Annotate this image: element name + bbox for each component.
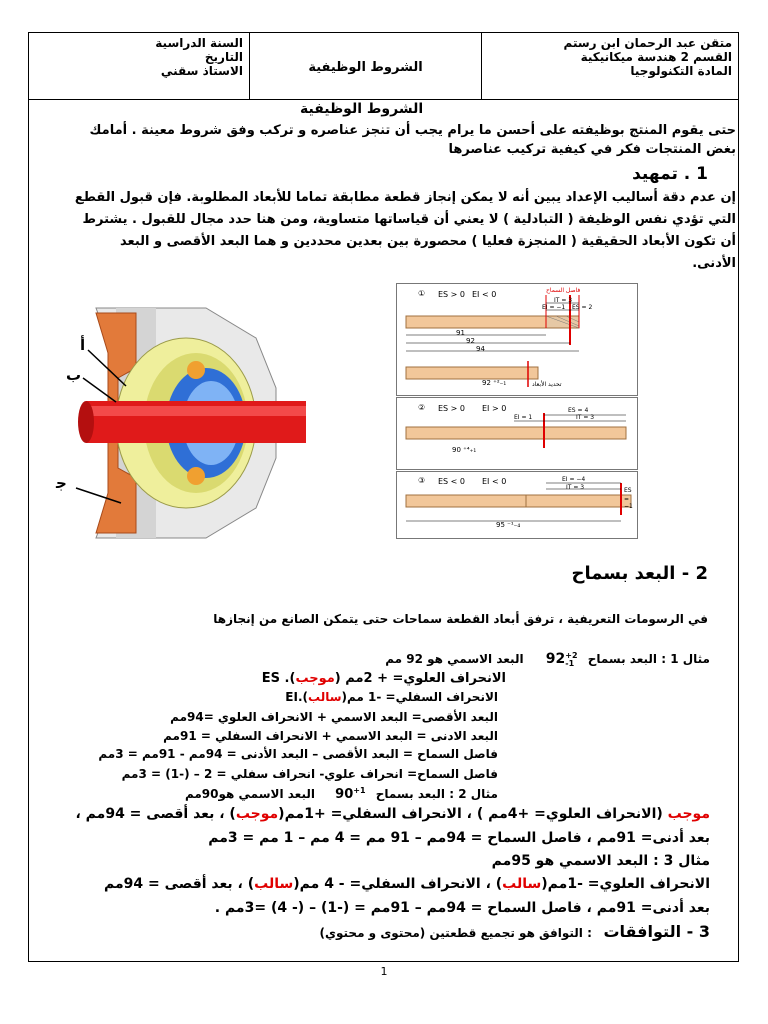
school-name: متقن عبد الرحمان ابن رستم [563, 36, 732, 50]
intro-line-1: حتى يقوم المنتج بوظيفته على أحسن ما يرام يجب أن تنجز عناصره و تركب وفق شروط معينة . أمامك [89, 123, 736, 138]
label-b: ب [66, 366, 82, 384]
p2-nominal: 90 ⁺⁴₊₁ [452, 446, 477, 454]
p3-num: ③ [418, 476, 426, 485]
header-title: الشروط الوظيفية [308, 60, 423, 75]
ex1-nominal: البعد الاسمي هو 92 مم [385, 652, 524, 666]
section1-title: 1 . تمهيد [632, 164, 708, 184]
ex1-title [385, 651, 710, 668]
p1-caption: تحديد الأبعاد [532, 381, 562, 388]
header-school-cell [481, 33, 738, 99]
section2-intro: في الرسومات التعريفية ، ترفق أبعاد القطعة سماحات حتى يتمكن الصانع من إنجازها [213, 612, 708, 626]
intro-line-2: بغض المنتجات فكر في كيفية تركيب عناصرها [448, 142, 736, 157]
p2-ei: EI > 0 [482, 404, 507, 413]
ex3-line-1: الانحراف العلوي= -1مم(سالب) ، الانحراف السفلي= - 4 مم(سالب) ، بعد أقصى = 94مم [104, 876, 710, 892]
p1-nominal: 92 ⁺²₋₁ [482, 379, 507, 387]
department: القسم 2 هندسة ميكانيكية [580, 50, 732, 64]
p2-ei-val: EI = 1 [514, 414, 533, 421]
section1-line-3: أن تكون الأبعاد الحقيقية ( المنجزة فعليا ) محصورة بين بعدين محددين و هما البعد الأقصى و البعد [120, 234, 736, 249]
header-table [29, 33, 738, 100]
p2-es-val: ES = 4 [568, 407, 589, 414]
ex1-max: البعد الأقصى= البعد الاسمي + الانحراف العلوي =94مم [170, 710, 498, 724]
section3-text: : التوافق هو تجميع قطعتين (محتوى و محتوي) [319, 926, 592, 940]
section3-title: 3 - التوافقات [603, 922, 710, 941]
p1-es: ES > 0 [438, 290, 466, 299]
p3-es-side2: = −1 [624, 496, 633, 510]
header-title-cell [249, 33, 481, 99]
ex3-line-2: بعد أدنى= 91مم ، فاصل السماح = 94مم – 91مم = (-1) – (- 4) =3مم . [214, 900, 710, 916]
teacher-label: الاستاذ سقني [160, 64, 243, 78]
subject: المادة التكنولوجيا [630, 64, 732, 78]
label-c: ﺟ [56, 474, 67, 492]
ex1-label: مثال 1 : البعد بسماح [587, 652, 710, 666]
tolerance-figure [396, 283, 638, 539]
p2-it: IT = 3 [576, 414, 595, 421]
section1-line-4: الأدنى. [692, 256, 736, 271]
p3-it: IT = 3 [566, 484, 585, 491]
ex1-tol-1: فاصل السماح = البعد الأقصى – البعد الأدنى = 94مم - 91مم = 3مم [98, 747, 498, 761]
section2-title: 2 - البعد بسماح [571, 563, 708, 584]
ex2-title: مثال 2 : البعد بسماح $90^{+1}$ البعد الاسمي هو90مم [184, 786, 498, 802]
section3 [320, 922, 710, 941]
ex2-line-1: موجب (الانحراف العلوي= +4مم ) ، الانحراف السفلي= +1مم(موجب) ، بعد أقصى = 94مم ، [75, 806, 710, 822]
ex3-title: مثال 3 : البعد الاسمي هو 95مم [491, 853, 710, 869]
p3-ei-val: EI = −4 [562, 476, 586, 483]
p1-ei: EI < 0 [472, 290, 497, 299]
ex1-min: البعد الادنى = البعد الاسمي + الانحراف السفلي = 91مم [163, 729, 498, 743]
section1-line-1: إن عدم دقة أساليب الإعداد يبين أنه لا يمكن إنجاز قطعة مطابقة تماما للأبعاد المطلوبة. فإن قبول القطع [74, 190, 736, 205]
page-number: 1 [380, 965, 388, 978]
ex2-line-2: بعد أدنى= 91مم ، فاصل السماح = 94مم – 91 مم = 4 مم – 1 مم = 3مم [208, 830, 710, 846]
ex2-dimension: $90^{+1}$ [335, 786, 366, 802]
p2-num: ② [418, 403, 426, 412]
bearing-illustration [56, 298, 306, 548]
ex1-upper-dev: الانحراف العلوي= + 2مم (موجب). ES [261, 671, 506, 686]
p3-es: ES < 0 [438, 477, 466, 486]
p1-d2: 92 [466, 337, 475, 345]
p3-nominal: 95 ⁻¹₋₄ [496, 521, 521, 529]
intro-title: الشروط الوظيفية [300, 101, 424, 117]
p3-es-side: ES [624, 487, 632, 494]
p1-it: IT = 3 [554, 297, 573, 304]
p1-d1: 91 [456, 329, 465, 337]
date-label: التاريخ [204, 50, 243, 64]
section1-line-2: التي تؤدي نفس الوظيفة ( التبادلية ) لا يعني أن قياساتها متساوية، ومن هنا حدد مجال للقبول . يشترط [82, 212, 736, 227]
p1-zone: فاصل السماح [546, 287, 581, 294]
label-a: أ [80, 336, 86, 354]
ex1-lower-dev: الانحراف السفلي= -1 مم(سالب).EI [285, 690, 498, 704]
header-info-cell [29, 33, 249, 99]
p3-ei: EI < 0 [482, 477, 507, 486]
ex1-tol-2: فاصل السماح= انحراف علوي- انحراف سفلي = 2 – (-1) = 3مم [121, 767, 498, 781]
p2-es: ES > 0 [438, 404, 466, 413]
p1-num: ① [418, 289, 426, 298]
p1-d3: 94 [476, 345, 485, 353]
year-label: السنة الدراسية [155, 36, 243, 50]
p1-es-val: ES = 2 [572, 304, 593, 311]
ex1-dimension: 92 +2 -1 [545, 650, 578, 668]
p1-ei-val: EI = −1 [542, 304, 566, 311]
